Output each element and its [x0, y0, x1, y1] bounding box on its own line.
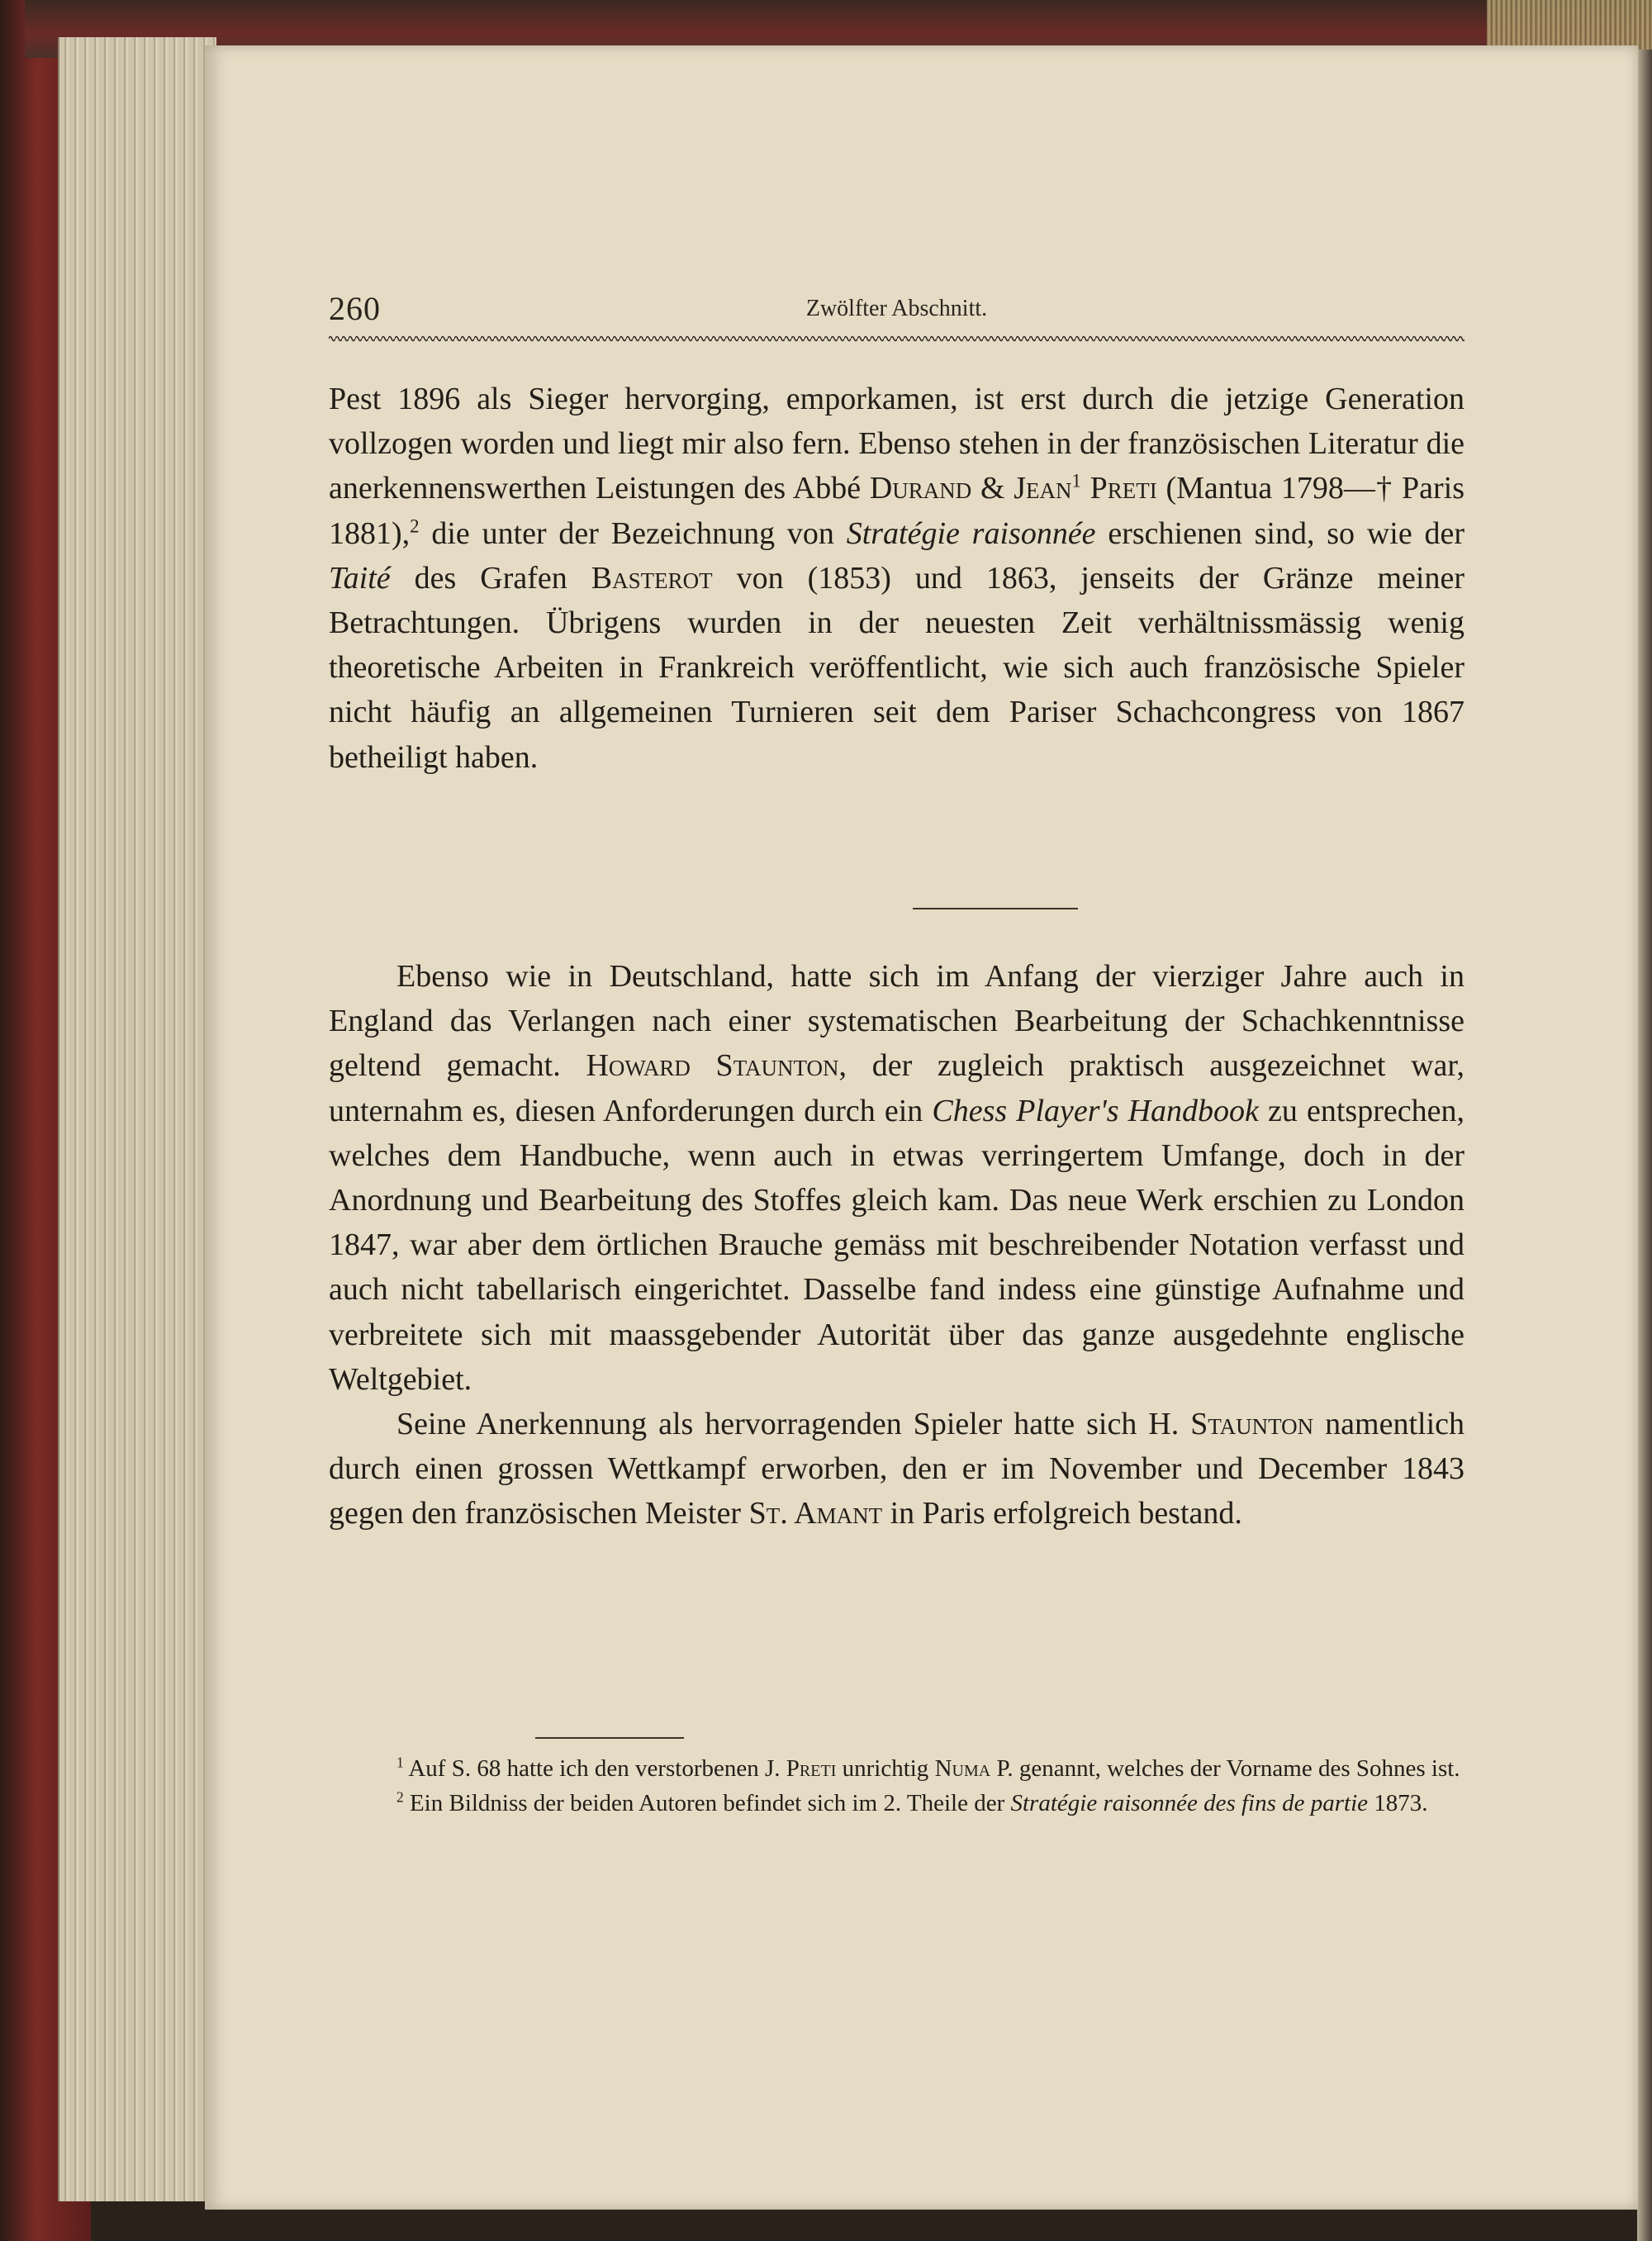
- text-run: zu entsprechen, welches dem Handbuche, wenn auch in etwas verringertem Umfange, doch in der Anordnung und Bearbeitung des Stoffes gleich kam. Das neue Werk erschien zu London 1847, war aber dem örtlichen Brauche gemäss mit beschreibender Notation verfasst und auch nicht tabellarisch eingerichtet. Dasselbe fand indess eine günstige Aufnahme und verbreitete sich mit maassgebender Autorität über das ganze ausgedehnte englische Weltgebiet.: [329, 1093, 1464, 1397]
- page-stack: [58, 37, 216, 2201]
- text-run: 1873.: [1368, 1790, 1428, 1816]
- footnote-ref: 2: [410, 515, 420, 536]
- running-head: Zwölfter Abschnitt.: [805, 296, 988, 321]
- paragraph-1: [329, 377, 1464, 780]
- author-name: Jean: [1014, 471, 1072, 506]
- text-run: von (1853) und 1863, jenseits der Gränze meiner Betrachtungen. Übrigens wurden in der neuesten Zeit verhältnissmässig wenig theoretische Arbeiten in Frankreich veröffentlicht, wie sich auch französische Spieler nicht häufig an allgemeinen Turnieren seit dem Pariser Schachcongress von 1867 betheiligt haben.: [329, 560, 1465, 775]
- paragraph-3-text: [329, 1402, 1464, 1536]
- page-header: [329, 289, 1464, 327]
- footnote-mark: 2: [396, 1788, 404, 1806]
- text-run: Pest 1896 als Sieger hervorging, emporkamen, ist erst durch die jetzige Generation vollzogen worden und liegt mir also fern. Ebenso stehen in der französischen Literatur die anerkennenswerthen Leistungen des Abbé: [329, 382, 1464, 506]
- text-run: Auf S. 68 hatte ich den verstorbenen J.: [403, 1755, 786, 1782]
- author-name: Preti: [1089, 471, 1157, 506]
- footnote-ref: 1: [1071, 470, 1081, 491]
- text-run: des Grafen: [390, 560, 591, 596]
- book-title: Taité: [329, 560, 391, 596]
- footnote-rule: [535, 1737, 684, 1739]
- footnote-mark: 1: [396, 1754, 404, 1771]
- text-run: Ebenso wie in Deutschland, hatte sich im Anfang der vierziger Jahre auch in England das Verlangen nach einer systematischen Bearbeitung der Schachkenntnisse geltend gemacht.: [329, 959, 1464, 1084]
- book-title: Chess Player's Handbook: [932, 1093, 1259, 1128]
- text-run: in Paris erfolgreich bestand.: [882, 1496, 1242, 1531]
- text-run: [1081, 471, 1090, 506]
- book-title: Stratégie raisonnée: [846, 515, 1096, 551]
- text-run: Seine Anerkennung als hervorragenden Spieler hatte sich H.: [396, 1407, 1191, 1442]
- text-run: namentlich durch einen grossen Wettkampf erworben, den er im November und December 1843 gegen den französischen Meister: [329, 1407, 1464, 1531]
- page-number: 260: [329, 290, 381, 327]
- text-run: P. genannt, welches der Vorname des Sohnes ist.: [990, 1755, 1460, 1782]
- footnote-1: [329, 1751, 1464, 1786]
- author-name: St. Amant: [748, 1496, 883, 1531]
- paragraph-2-text: [329, 954, 1464, 1402]
- author-name: Howard Staunton: [586, 1048, 839, 1084]
- page-right-shadow: [1637, 50, 1652, 2241]
- text-run: Ein Bildniss der beiden Autoren befindet sich im 2. Theile der: [403, 1790, 1011, 1816]
- text-run: (Mantua 1798—† Paris 1881),: [329, 471, 1465, 551]
- author-name: Durand: [869, 471, 972, 506]
- text-run: erschienen sind, so wie der: [1095, 515, 1464, 551]
- text-run: unrichtig: [836, 1755, 935, 1782]
- text-run: die unter der Bezeichnung von: [419, 515, 847, 551]
- footnotes: [329, 1751, 1464, 1821]
- book-title: Stratégie raisonnée des fins de partie: [1010, 1790, 1369, 1816]
- text-run: , der zugleich praktisch ausgezeichnet war, unternahm es, diesen Anforderungen durch ein: [329, 1048, 1465, 1128]
- text-run: &: [971, 471, 1014, 506]
- wavy-rule: [329, 334, 1464, 344]
- footnote-2: [329, 1786, 1464, 1821]
- author-name: Staunton: [1190, 1407, 1314, 1442]
- paragraph-1-text: [329, 377, 1464, 780]
- paragraph-2: [329, 954, 1464, 1536]
- author-name: Basterot: [591, 560, 713, 596]
- author-name: Numa: [934, 1755, 991, 1782]
- author-name: Preti: [786, 1755, 837, 1782]
- section-separator: [913, 908, 1078, 909]
